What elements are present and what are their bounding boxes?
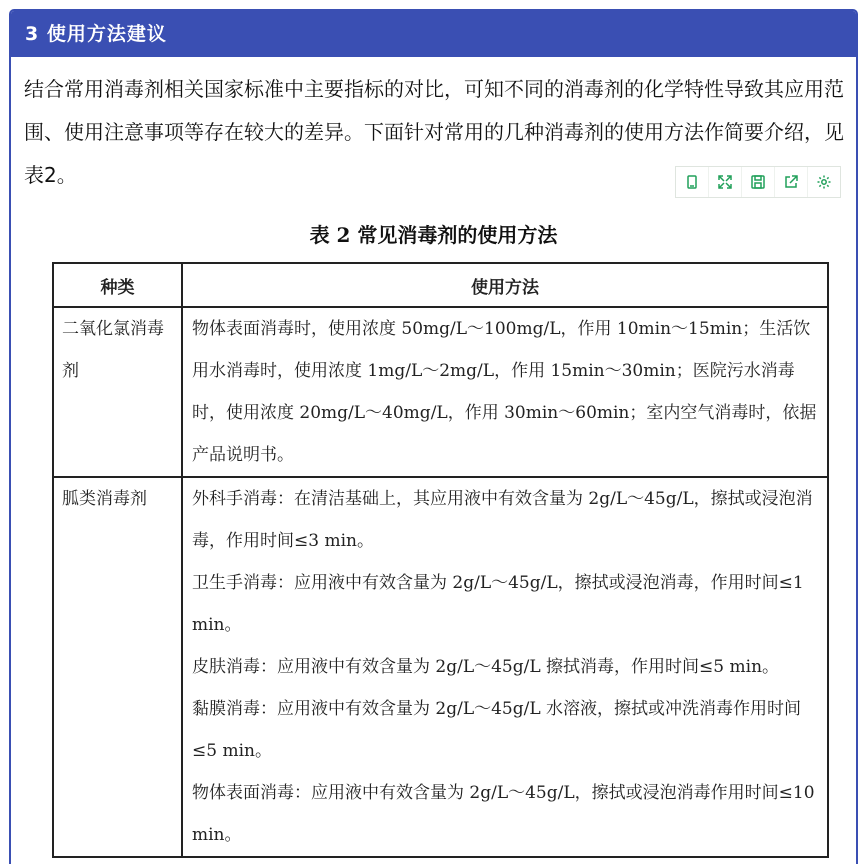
row-method bbox=[182, 307, 828, 477]
section-header bbox=[11, 11, 856, 57]
row-category: 胍类消毒剂 bbox=[53, 477, 182, 857]
table-row bbox=[53, 307, 828, 477]
method-paragraph: 黏膜消毒：应用液中有效含量为 2g/L～45g/L 水溶液，擦拭或冲洗消毒作用时间≤5 min。 bbox=[192, 699, 802, 761]
disinfectant-table bbox=[52, 262, 829, 858]
copy-icon[interactable] bbox=[676, 167, 708, 197]
method-paragraph: 卫生手消毒：应用液中有效含量为 2g/L～45g/L，擦拭或浸泡消毒，作用时间≤1 min。 bbox=[192, 573, 804, 635]
table-row bbox=[53, 477, 828, 857]
header-category: 种类 bbox=[53, 263, 182, 307]
method-paragraph: 物体表面消毒：应用液中有效含量为 2g/L～45g/L，擦拭或浸泡消毒作用时间≤10 min。 bbox=[192, 783, 815, 845]
row-method bbox=[182, 477, 828, 857]
article-frame bbox=[9, 9, 858, 864]
save-icon[interactable] bbox=[741, 167, 774, 197]
header-method: 使用方法 bbox=[182, 263, 828, 307]
method-paragraph: 外科手消毒：在清洁基础上，其应用液中有效含量为 2g/L～45g/L，擦拭或浸泡消毒，作用时间≤3 min。 bbox=[192, 489, 813, 551]
table-title: 表 2 常见消毒剂的使用方法 bbox=[309, 223, 558, 247]
section-title: 3 使用方法建议 bbox=[25, 23, 167, 45]
table-toolbar bbox=[675, 166, 841, 198]
settings-icon[interactable] bbox=[807, 167, 840, 197]
intro-paragraph: 结合常用消毒剂相关国家标准中主要指标的对比，可知不同的消毒剂的化学特性导致其应用范围、使用注意事项等存在较大的差异。下面针对常用的几种消毒剂的使用方法作简要介绍，见表2。 bbox=[24, 77, 844, 187]
share-icon[interactable] bbox=[774, 167, 807, 197]
row-category: 二氧化氯消毒剂 bbox=[53, 307, 182, 477]
fullscreen-icon[interactable] bbox=[708, 167, 741, 197]
method-paragraph: 皮肤消毒：应用液中有效含量为 2g/L～45g/L 擦拭消毒，作用时间≤5 min。 bbox=[192, 657, 780, 677]
table-header-row bbox=[53, 263, 828, 307]
method-paragraph: 物体表面消毒时，使用浓度 50mg/L～100mg/L，作用 10min～15min；生活饮用水消毒时，使用浓度 1mg/L～2mg/L，作用 15min～30min；医院污水消毒时，使用浓度 20mg/L～40mg/L，作用 30min～60min；室内空气消毒时，依据产品说明书。 bbox=[192, 319, 817, 465]
